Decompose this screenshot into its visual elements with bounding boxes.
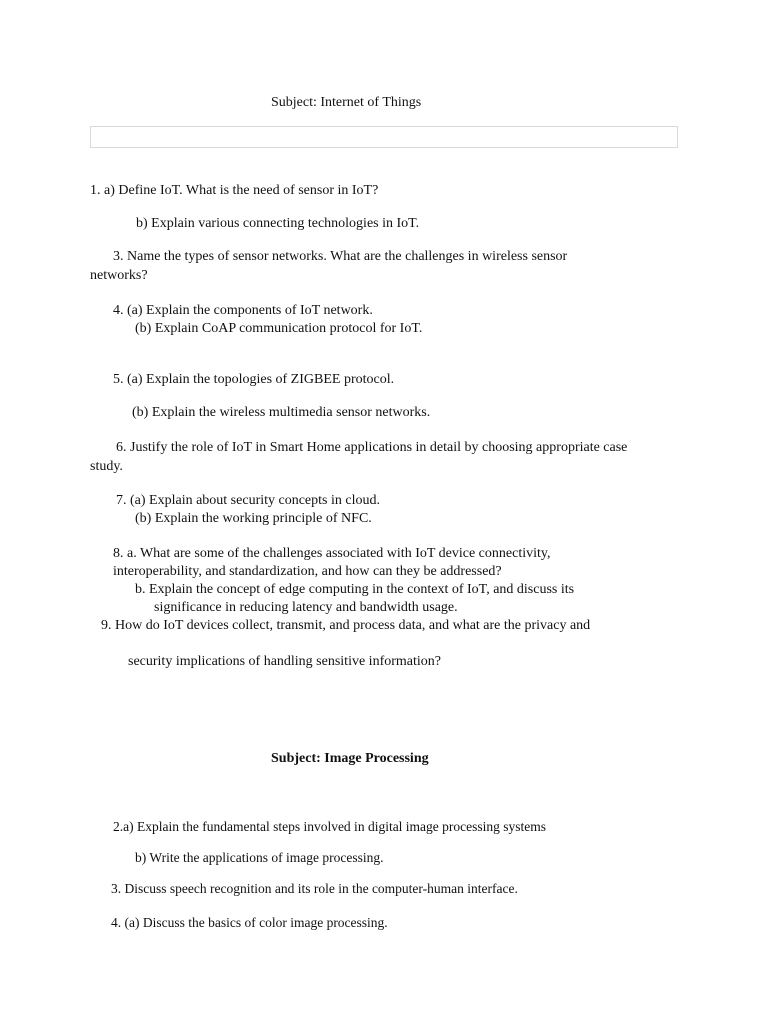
question-9-line2: security implications of handling sensitive information? (128, 654, 441, 669)
question-6-line1: 6. Justify the role of IoT in Smart Home applications in detail by choosing appropriate case (116, 440, 628, 455)
ip-question-2a: 2.a) Explain the fundamental steps involved in digital image processing systems (113, 819, 547, 834)
question-8a-line2: interoperability, and standardization, and how can they be addressed? (113, 564, 502, 579)
question-7b: (b) Explain the working principle of NFC. (135, 511, 372, 526)
question-8b-line1: b. Explain the concept of edge computing in the context of IoT, and discuss its (135, 582, 575, 597)
question-7a: 7. (a) Explain about security concepts in cloud. (116, 493, 380, 508)
question-5a: 5. (a) Explain the topologies of ZIGBEE protocol. (113, 372, 395, 387)
question-8a-line1: 8. a. What are some of the challenges associated with IoT device connectivity, (113, 546, 551, 561)
question-3-line2: networks? (90, 268, 148, 283)
subject-heading-image-processing: Subject: Image Processing (271, 751, 429, 766)
question-1a: 1. a) Define IoT. What is the need of sensor in IoT? (90, 183, 379, 198)
question-6-line2: study. (90, 459, 123, 474)
question-4a: 4. (a) Explain the components of IoT network. (113, 303, 373, 318)
question-1b: b) Explain various connecting technologies in IoT. (136, 216, 420, 231)
subject-heading-iot: Subject: Internet of Things (271, 95, 422, 110)
question-8b-line2: significance in reducing latency and bandwidth usage. (154, 600, 458, 615)
question-5b: (b) Explain the wireless multimedia sensor networks. (132, 405, 431, 420)
ip-question-3: 3. Discuss speech recognition and its role in the computer-human interface. (111, 881, 518, 896)
question-4b: (b) Explain CoAP communication protocol for IoT. (135, 321, 423, 336)
ip-question-4a: 4. (a) Discuss the basics of color image processing. (111, 915, 388, 930)
question-9-line1: 9. How do IoT devices collect, transmit, and process data, and what are the privacy and (101, 618, 591, 633)
question-3-line1: 3. Name the types of sensor networks. What are the challenges in wireless sensor (113, 249, 568, 264)
ip-question-2b: b) Write the applications of image processing. (135, 850, 384, 865)
empty-text-box (90, 126, 678, 148)
